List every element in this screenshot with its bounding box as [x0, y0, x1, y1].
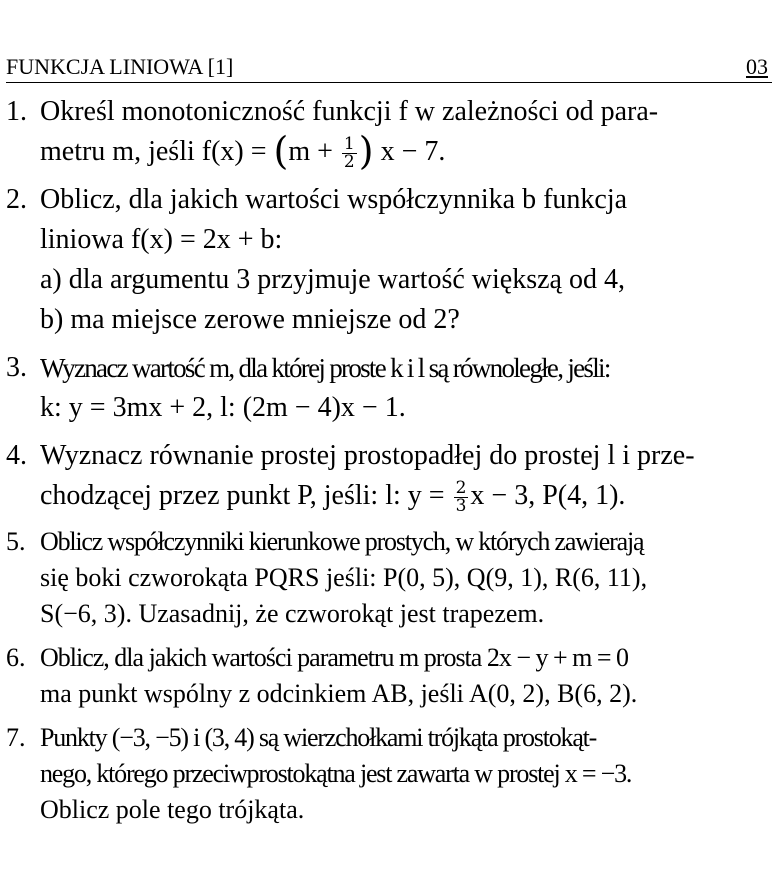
problem-3 — [6, 348, 774, 428]
header-title: FUNKCJA LINIOWA [1] — [6, 54, 234, 79]
problem-6 — [6, 640, 774, 712]
page-header — [6, 52, 772, 83]
formula-suffix: x − 7. — [373, 136, 446, 167]
problem-line: liniowa f(x) = 2x + b: — [40, 224, 283, 255]
formula-mid: m + — [288, 136, 340, 167]
problem-line: ma punkt wspólny z odcinkiem AB, jeśli A(0, 2), B(6, 2). — [40, 679, 638, 708]
problem-number: 2. — [6, 184, 27, 215]
problem-number: 4. — [6, 440, 27, 471]
problem-line: nego, którego przeciwprostokątna jest zawarta w prostej x = −3. — [40, 759, 632, 788]
page-number: 03 — [746, 54, 768, 79]
fraction — [342, 136, 357, 171]
problem-line: Oblicz, dla jakich wartości parametru m prosta 2x − y + m = 0 — [40, 643, 629, 672]
problem-4 — [6, 436, 774, 516]
problem-5 — [6, 524, 774, 632]
problem-line: S(−6, 3). Uzasadnij, że czworokąt jest trapezem. — [40, 599, 545, 628]
paren-close: ) — [358, 129, 374, 173]
problem-number: 1. — [6, 96, 27, 127]
problem-line: a) dla argumentu 3 przyjmuje wartość większą od 4, — [40, 264, 625, 295]
formula-prefix: chodzącej przez punkt P, jeśli: l: y = — [40, 480, 452, 511]
problem-2 — [6, 180, 774, 340]
problem-line — [40, 129, 774, 173]
fraction-numerator: 2 — [455, 478, 467, 499]
problem-line: k: y = 3mx + 2, l: (2m − 4)x − 1. — [40, 392, 406, 423]
problem-number: 6. — [6, 643, 26, 672]
formula-prefix: metru m, jeśli f(x) = — [40, 136, 274, 167]
problem-line: b) ma miejsce zerowe mniejsze od 2? — [40, 304, 460, 335]
fraction-numerator: 1 — [343, 134, 355, 155]
problem-list — [6, 92, 774, 836]
problem-line: Wyznacz równanie prostej prostopadłej do prostej l i prze- — [40, 440, 695, 471]
problem-number: 5. — [6, 527, 26, 556]
problem-7 — [6, 720, 774, 828]
problem-1 — [6, 92, 774, 172]
fraction-denominator: 3 — [455, 496, 467, 517]
problem-line: Określ monotoniczność funkcji f w zależności od para- — [40, 96, 659, 127]
problem-line: Punkty (−3, −5) i (3, 4) są wierzchołkami trójkąta prostokąt- — [40, 723, 597, 752]
problem-line: Wyznacz wartość m, dla której proste k i l są równoległe, jeśli: — [40, 353, 610, 383]
fraction-denominator: 2 — [343, 152, 355, 173]
paren-open: ( — [273, 129, 289, 173]
problem-line: Oblicz, dla jakich wartości współczynnika b funkcja — [40, 184, 628, 215]
problem-line: Oblicz pole tego trójkąta. — [40, 795, 305, 824]
problem-line: się boki czworokąta PQRS jeśli: P(0, 5), Q(9, 1), R(6, 11), — [40, 563, 648, 592]
problem-line — [40, 476, 774, 516]
problem-number: 3. — [6, 352, 27, 383]
fraction — [454, 480, 469, 515]
problem-number: 7. — [6, 723, 26, 752]
problem-line: Oblicz współczynniki kierunkowe prostych, w których zawierają — [40, 527, 644, 556]
formula-suffix: x − 3, P(4, 1). — [470, 480, 626, 511]
